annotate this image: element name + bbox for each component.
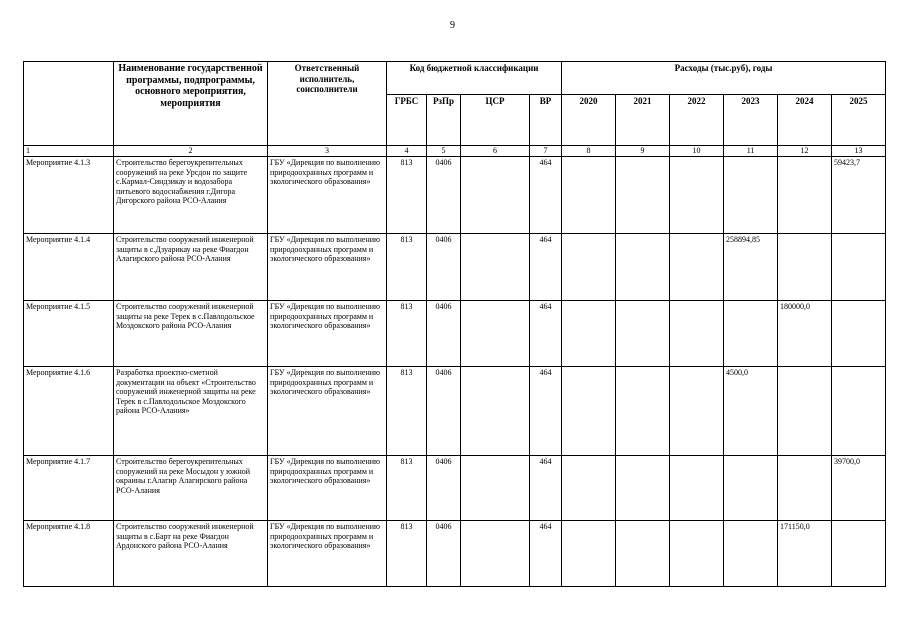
row-2020: [562, 367, 616, 456]
header-responsible: Ответственный исполнитель, соисполнители: [268, 62, 387, 146]
row-2025: 39700,0: [832, 456, 886, 521]
row-2021: [616, 234, 670, 301]
row-id: Мероприятие 4.1.7: [24, 456, 114, 521]
row-vr: 464: [530, 521, 562, 587]
row-vr: 464: [530, 301, 562, 367]
row-rzpr: 0406: [427, 301, 461, 367]
page-number: 9: [450, 20, 455, 31]
row-responsible: ГБУ «Дирекция по выполнению природоохранных программ и экологического образования»: [268, 367, 387, 456]
row-csr: [461, 157, 530, 234]
row-rzpr: 0406: [427, 157, 461, 234]
table-row: [24, 521, 886, 587]
row-2020: [562, 456, 616, 521]
table-row: [24, 456, 886, 521]
row-name: Строительство берегоукрепительных сооружений на реке Урсдон по защите с.Кармал-Синдзикау и водозабора питьевого водоснабжения г.Дигора Дигорского района РСО-Алания: [114, 157, 268, 234]
row-name: Строительство сооружений инженерной защиты на реке Терек в с.Павлодольское Моздокского района РСО-Алания: [114, 301, 268, 367]
row-2021: [616, 367, 670, 456]
row-2021: [616, 157, 670, 234]
row-2025: [832, 521, 886, 587]
row-2022: [670, 367, 724, 456]
column-number: 11: [724, 146, 778, 157]
row-2022: [670, 521, 724, 587]
column-number: 13: [832, 146, 886, 157]
header-vr: ВР: [530, 95, 562, 146]
row-2021: [616, 301, 670, 367]
header-budget-code: Код бюджетной классификации: [387, 62, 562, 95]
column-number: 5: [427, 146, 461, 157]
row-id: Мероприятие 4.1.3: [24, 157, 114, 234]
row-2020: [562, 234, 616, 301]
header-year: 2022: [670, 95, 724, 146]
column-number: 12: [778, 146, 832, 157]
row-2023: 4500,0: [724, 367, 778, 456]
row-responsible: ГБУ «Дирекция по выполнению природоохранных программ и экологического образования»: [268, 157, 387, 234]
header-year: 2020: [562, 95, 616, 146]
row-csr: [461, 234, 530, 301]
row-csr: [461, 521, 530, 587]
header-year: 2023: [724, 95, 778, 146]
row-2025: [832, 234, 886, 301]
row-id: Мероприятие 4.1.4: [24, 234, 114, 301]
table-row: [24, 157, 886, 234]
row-vr: 464: [530, 456, 562, 521]
column-number-row: [24, 146, 886, 157]
row-2025: [832, 367, 886, 456]
column-number: 3: [268, 146, 387, 157]
column-number: 6: [461, 146, 530, 157]
row-grbs: 813: [387, 367, 427, 456]
header-year: 2024: [778, 95, 832, 146]
row-id: Мероприятие 4.1.5: [24, 301, 114, 367]
row-rzpr: 0406: [427, 367, 461, 456]
row-id: Мероприятие 4.1.8: [24, 521, 114, 587]
row-vr: 464: [530, 157, 562, 234]
row-grbs: 813: [387, 456, 427, 521]
row-2024: [778, 157, 832, 234]
row-rzpr: 0406: [427, 521, 461, 587]
header-rzpr: РзПр: [427, 95, 461, 146]
row-2024: 171150,0: [778, 521, 832, 587]
row-2024: 180000,0: [778, 301, 832, 367]
column-number: 2: [114, 146, 268, 157]
row-2022: [670, 234, 724, 301]
table-row: [24, 301, 886, 367]
row-rzpr: 0406: [427, 456, 461, 521]
row-2020: [562, 521, 616, 587]
row-2020: [562, 301, 616, 367]
row-2023: [724, 456, 778, 521]
row-2022: [670, 456, 724, 521]
row-grbs: 813: [387, 157, 427, 234]
column-number: 9: [616, 146, 670, 157]
header-year: 2025: [832, 95, 886, 146]
column-number: 4: [387, 146, 427, 157]
row-2022: [670, 301, 724, 367]
row-grbs: 813: [387, 521, 427, 587]
column-number: 8: [562, 146, 616, 157]
row-2023: [724, 301, 778, 367]
row-name: Строительство сооружений инженерной защиты в с.Барт на реке Фиагдон Ардонского района РСО-Алания: [114, 521, 268, 587]
row-2020: [562, 157, 616, 234]
row-vr: 464: [530, 234, 562, 301]
row-name: Строительство берегоукрепительных сооружений на реке Мосыдон у южной окраины г.Алагир Алагирского района РСО-Алания: [114, 456, 268, 521]
row-name: Разработка проектно-сметной документации на объект «Строительство сооружений инженерной защиты на реке Терек в с.Павлодольское Моздокского района РСО-Алания»: [114, 367, 268, 456]
row-responsible: ГБУ «Дирекция по выполнению природоохранных программ и экологического образования»: [268, 521, 387, 587]
budget-table: [23, 61, 886, 587]
column-number: 10: [670, 146, 724, 157]
row-responsible: ГБУ «Дирекция по выполнению природоохранных программ и экологического образования»: [268, 456, 387, 521]
row-csr: [461, 367, 530, 456]
row-responsible: ГБУ «Дирекция по выполнению природоохранных программ и экологического образования»: [268, 234, 387, 301]
row-2024: [778, 234, 832, 301]
row-grbs: 813: [387, 301, 427, 367]
row-2021: [616, 456, 670, 521]
row-2022: [670, 157, 724, 234]
header-csr: ЦСР: [461, 95, 530, 146]
column-number: 7: [530, 146, 562, 157]
row-2025: [832, 301, 886, 367]
row-rzpr: 0406: [427, 234, 461, 301]
row-2025: 59423,7: [832, 157, 886, 234]
column-number: 1: [24, 146, 114, 157]
table-row: [24, 367, 886, 456]
header-blank: [24, 62, 114, 146]
row-2023: 258894,85: [724, 234, 778, 301]
row-2021: [616, 521, 670, 587]
row-grbs: 813: [387, 234, 427, 301]
row-vr: 464: [530, 367, 562, 456]
header-grbs: ГРБС: [387, 95, 427, 146]
header-expenses: Расходы (тыс.руб), годы: [562, 62, 886, 95]
row-responsible: ГБУ «Дирекция по выполнению природоохранных программ и экологического образования»: [268, 301, 387, 367]
row-id: Мероприятие 4.1.6: [24, 367, 114, 456]
header-year: 2021: [616, 95, 670, 146]
table-row: [24, 234, 886, 301]
header-name: Наименование государственной программы, подпрограммы, основного мероприятия, мероприятия: [114, 62, 268, 146]
row-name: Строительство сооружений инженерной защиты в с.Дзуарикау на реке Фиагдон Алагирского района РСО-Алания: [114, 234, 268, 301]
header-row-top: [24, 62, 886, 95]
row-2024: [778, 367, 832, 456]
row-2024: [778, 456, 832, 521]
row-csr: [461, 301, 530, 367]
row-2023: [724, 157, 778, 234]
row-2023: [724, 521, 778, 587]
row-csr: [461, 456, 530, 521]
